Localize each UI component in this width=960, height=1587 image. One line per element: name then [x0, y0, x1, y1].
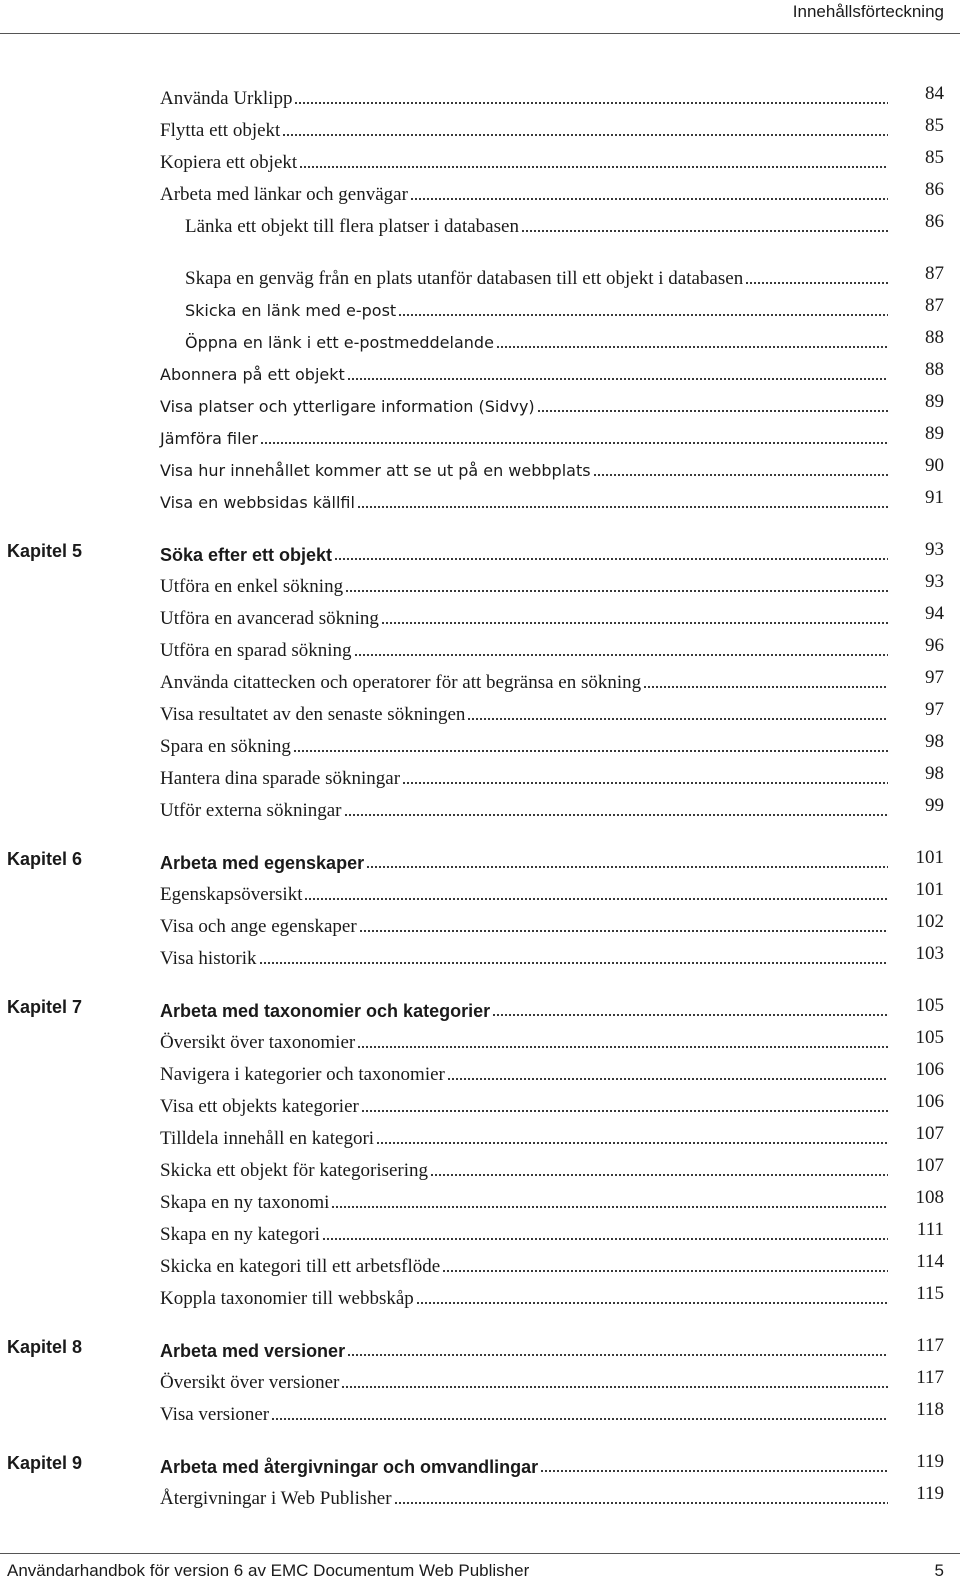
toc-page-number: 115 — [916, 1283, 944, 1304]
toc-page-number: 105 — [915, 1027, 944, 1048]
chapter-title: Arbeta med egenskaper — [160, 853, 365, 873]
toc-leader — [160, 630, 888, 662]
chapter-label: Kapitel 6 — [7, 849, 83, 869]
toc-page-number: 99 — [925, 795, 944, 816]
dot-leader — [347, 1347, 888, 1357]
toc-page-number: 91 — [925, 487, 944, 508]
dot-leader — [299, 159, 888, 169]
toc-page-number: 87 — [925, 295, 944, 316]
dot-leader — [361, 1103, 888, 1113]
toc-page-number: 103 — [915, 943, 944, 964]
toc-entry[interactable] — [0, 1118, 960, 1150]
toc-leader — [160, 1182, 888, 1214]
dot-leader — [260, 435, 888, 445]
toc-entry[interactable] — [0, 238, 960, 290]
toc-page-number: 117 — [916, 1335, 944, 1356]
toc-entry[interactable] — [0, 1022, 960, 1054]
toc-leader — [160, 482, 888, 514]
section-title: Översikt över taxonomier — [160, 1032, 356, 1053]
toc-chapter-entry[interactable] — [0, 990, 960, 1022]
toc-page-number: 94 — [925, 603, 944, 624]
toc-page-number: 96 — [925, 635, 944, 656]
toc-page-number: 89 — [925, 423, 944, 444]
section-title: Skicka en kategori till ett arbetsflöde — [160, 1256, 441, 1277]
toc-leader — [160, 790, 888, 822]
toc-entry[interactable] — [0, 418, 960, 450]
toc-chapter-entry[interactable] — [0, 534, 960, 566]
chapter-label: Kapitel 5 — [7, 541, 83, 561]
dot-leader — [271, 1411, 888, 1421]
toc-leader — [160, 726, 888, 758]
dot-leader — [357, 1039, 888, 1049]
dot-leader — [294, 95, 888, 105]
toc-page-number: 105 — [915, 995, 944, 1016]
toc-leader — [160, 450, 888, 482]
section-title: Skapa en ny taxonomi — [160, 1192, 330, 1213]
toc-entry[interactable] — [0, 1362, 960, 1394]
toc-leader — [160, 990, 888, 1022]
chapter-title: Söka efter ett objekt — [160, 545, 333, 565]
toc-leader — [160, 1214, 888, 1246]
toc-leader — [160, 1246, 888, 1278]
dot-leader — [496, 339, 888, 349]
toc-leader — [160, 418, 888, 450]
toc-leader — [185, 290, 888, 322]
dot-leader — [359, 923, 888, 933]
toc-entry[interactable] — [0, 322, 960, 354]
toc-leader — [160, 174, 888, 206]
section-title: Arbeta med länkar och genvägar — [160, 184, 408, 205]
dot-leader — [442, 1263, 888, 1273]
toc-entry[interactable] — [0, 1214, 960, 1246]
toc-leader — [160, 938, 888, 970]
section-title: Visa versioner — [160, 1404, 270, 1425]
dot-leader — [537, 403, 888, 413]
toc-entry[interactable] — [0, 1086, 960, 1118]
dot-leader — [341, 1379, 888, 1389]
dot-leader — [376, 1135, 888, 1145]
toc-leader — [160, 1362, 888, 1394]
toc-entry[interactable] — [0, 206, 960, 238]
dot-leader — [357, 499, 888, 509]
section-title: Egenskapsöversikt — [160, 884, 303, 905]
dot-leader — [416, 1295, 888, 1305]
toc-entry[interactable] — [0, 1246, 960, 1278]
toc-leader — [160, 598, 888, 630]
toc-leader — [160, 906, 888, 938]
chapter-label: Kapitel 9 — [7, 1453, 83, 1473]
toc-page-number: 107 — [915, 1123, 944, 1144]
dot-leader — [394, 1495, 888, 1505]
toc-entry[interactable] — [0, 758, 960, 790]
toc-page-number: 106 — [915, 1059, 944, 1080]
toc-leader — [160, 566, 888, 598]
toc-entry[interactable] — [0, 450, 960, 482]
toc-leader — [160, 354, 888, 386]
toc-page-number: 108 — [915, 1187, 944, 1208]
toc-entry[interactable] — [0, 1150, 960, 1182]
toc-page-number: 84 — [925, 83, 944, 104]
toc-leader — [160, 110, 888, 142]
toc-leader — [160, 694, 888, 726]
section-title: Visa ett objekts kategorier — [160, 1096, 359, 1117]
section-title: Utföra en sparad sökning — [160, 640, 352, 661]
dot-leader — [381, 615, 888, 625]
toc-entry[interactable] — [0, 290, 960, 322]
toc-page-number: 119 — [916, 1483, 944, 1504]
toc-entry[interactable] — [0, 726, 960, 758]
toc-page-number: 98 — [925, 731, 944, 752]
toc-leader — [160, 1086, 888, 1118]
toc-leader — [160, 758, 888, 790]
toc-page-number: 106 — [915, 1091, 944, 1112]
dot-leader — [347, 371, 888, 381]
toc-entry[interactable] — [0, 630, 960, 662]
dot-leader — [366, 859, 888, 869]
section-title: Visa hur innehållet kommer att se ut på en webbplats — [160, 461, 591, 480]
dot-leader — [354, 647, 888, 657]
toc-entry[interactable] — [0, 386, 960, 418]
dot-leader — [345, 583, 888, 593]
section-title: Navigera i kategorier och taxonomier — [160, 1064, 445, 1085]
toc-leader — [160, 1022, 888, 1054]
toc-page-number: 101 — [915, 847, 944, 868]
dot-leader — [398, 307, 888, 317]
toc-page-number: 101 — [915, 879, 944, 900]
toc-page-number: 118 — [916, 1399, 944, 1420]
toc-leader — [160, 1394, 888, 1426]
toc-page-number: 87 — [925, 263, 944, 284]
toc-leader — [160, 1278, 888, 1310]
section-title: Visa resultatet av den senaste sökningen — [160, 704, 466, 725]
toc-leader — [185, 322, 888, 354]
dot-leader — [331, 1199, 888, 1209]
section-title: Länka ett objekt till flera platser i databasen — [185, 216, 519, 237]
dot-leader — [430, 1167, 888, 1177]
toc-entry[interactable] — [0, 906, 960, 938]
toc-page-number: 114 — [916, 1251, 944, 1272]
toc-entry[interactable] — [0, 1394, 960, 1426]
chapter-label: Kapitel 8 — [7, 1337, 83, 1357]
toc-leader — [185, 238, 888, 290]
dot-leader — [643, 679, 888, 689]
section-title: Använda citattecken och operatorer för att begränsa en sökning — [160, 672, 642, 693]
toc-page-number: 107 — [915, 1155, 944, 1176]
toc-entry[interactable] — [0, 110, 960, 142]
dot-leader — [293, 743, 888, 753]
toc-entry[interactable] — [0, 1278, 960, 1310]
toc-page-number: 93 — [925, 571, 944, 592]
section-title: Kopiera ett objekt — [160, 152, 298, 173]
running-header: Innehållsförteckning — [792, 2, 944, 21]
toc-entry[interactable] — [0, 694, 960, 726]
toc-page-number: 88 — [925, 359, 944, 380]
dot-leader — [402, 775, 888, 785]
toc-page-number: 90 — [925, 455, 944, 476]
toc-leader — [160, 874, 888, 906]
dot-leader — [282, 127, 888, 137]
section-title: Koppla taxonomier till webbskåp — [160, 1288, 414, 1309]
section-title: Skicka en länk med e-post — [185, 301, 397, 320]
section-title: Visa en webbsidas källfil — [160, 493, 355, 512]
toc-leader — [160, 1118, 888, 1150]
toc-entry[interactable] — [0, 938, 960, 970]
toc-page-number: 85 — [925, 147, 944, 168]
dot-leader — [334, 551, 888, 561]
dot-leader — [447, 1071, 888, 1081]
toc-chapter-entry[interactable] — [0, 1446, 960, 1478]
toc-page-number: 85 — [925, 115, 944, 136]
dot-leader — [593, 467, 888, 477]
toc-entry[interactable] — [0, 142, 960, 174]
section-title: Hantera dina sparade sökningar — [160, 768, 401, 789]
toc-page-number: 93 — [925, 539, 944, 560]
dot-leader — [410, 191, 888, 201]
toc-entry[interactable] — [0, 1054, 960, 1086]
section-title: Återgivningar i Web Publisher — [160, 1488, 392, 1509]
footer-rule — [0, 1553, 960, 1554]
dot-leader — [521, 223, 888, 233]
toc-entry[interactable] — [0, 566, 960, 598]
section-title: Skapa en ny kategori — [160, 1224, 320, 1245]
toc-page-number: 86 — [925, 211, 944, 232]
section-title: Skicka ett objekt för kategorisering — [160, 1160, 429, 1181]
toc-leader — [160, 78, 888, 110]
section-title: Jämföra filer — [160, 429, 258, 448]
section-title: Utför externa sökningar — [160, 800, 342, 821]
dot-leader — [322, 1231, 888, 1241]
toc-page-number: 86 — [925, 179, 944, 200]
dot-leader — [259, 955, 889, 965]
toc-entry[interactable] — [0, 1182, 960, 1214]
toc-page-number: 89 — [925, 391, 944, 412]
table-of-contents — [0, 78, 960, 1510]
dot-leader — [344, 807, 889, 817]
section-title: Spara en sökning — [160, 736, 291, 757]
toc-leader — [160, 1054, 888, 1086]
dot-leader — [745, 275, 888, 285]
toc-entry[interactable] — [0, 790, 960, 822]
toc-leader — [160, 534, 888, 566]
section-title: Översikt över versioner — [160, 1372, 340, 1393]
toc-page-number: 117 — [916, 1367, 944, 1388]
section-title: Utföra en avancerad sökning — [160, 608, 379, 629]
toc-leader — [160, 842, 888, 874]
section-title: Flytta ett objekt — [160, 120, 281, 141]
toc-leader — [185, 206, 888, 238]
toc-entry[interactable] — [0, 874, 960, 906]
dot-leader — [540, 1463, 888, 1473]
toc-entry[interactable] — [0, 174, 960, 206]
dot-leader — [492, 1007, 888, 1017]
toc-leader — [160, 1478, 888, 1510]
toc-leader — [160, 386, 888, 418]
toc-page-number: 88 — [925, 327, 944, 348]
toc-page-number: 98 — [925, 763, 944, 784]
toc-page-number: 102 — [915, 911, 944, 932]
toc-entry[interactable] — [0, 1478, 960, 1510]
section-title: Öppna en länk i ett e-postmeddelande — [185, 333, 494, 352]
toc-entry[interactable] — [0, 662, 960, 694]
toc-entry[interactable] — [0, 598, 960, 630]
dot-leader — [467, 711, 888, 721]
section-title: Visa platser och ytterligare information (Sidvy) — [160, 397, 535, 416]
toc-page-number: 97 — [925, 667, 944, 688]
section-title: Skapa en genväg från en plats utanför databasen till ett objekt i databasen — [185, 268, 744, 289]
chapter-title: Arbeta med versioner — [160, 1341, 346, 1361]
section-title: Visa historik — [160, 948, 257, 969]
toc-entry[interactable] — [0, 354, 960, 386]
section-title: Abonnera på ett objekt — [160, 365, 345, 384]
page-number: 5 — [934, 1561, 944, 1580]
section-title: Visa och ange egenskaper — [160, 916, 357, 937]
section-title: Utföra en enkel sökning — [160, 576, 344, 597]
toc-page-number: 111 — [916, 1219, 944, 1240]
section-title: Tilldela innehåll en kategori — [160, 1128, 375, 1149]
toc-page-number: 97 — [925, 699, 944, 720]
toc-entry[interactable] — [0, 78, 960, 110]
toc-leader — [160, 1330, 888, 1362]
toc-leader — [160, 1150, 888, 1182]
toc-leader — [160, 142, 888, 174]
section-title: Använda Urklipp — [160, 88, 293, 109]
dot-leader — [304, 891, 888, 901]
chapter-label: Kapitel 7 — [7, 997, 83, 1017]
chapter-title: Arbeta med taxonomier och kategorier — [160, 1001, 491, 1021]
toc-chapter-entry[interactable] — [0, 842, 960, 874]
toc-chapter-entry[interactable] — [0, 1330, 960, 1362]
footer-title: Användarhandbok för version 6 av EMC Documentum Web Publisher — [7, 1561, 530, 1580]
toc-leader — [160, 662, 888, 694]
header-rule — [0, 33, 960, 34]
chapter-title: Arbeta med återgivningar och omvandlingar — [160, 1457, 539, 1477]
toc-page-number: 119 — [916, 1451, 944, 1472]
toc-entry[interactable] — [0, 482, 960, 514]
toc-leader — [160, 1446, 888, 1478]
